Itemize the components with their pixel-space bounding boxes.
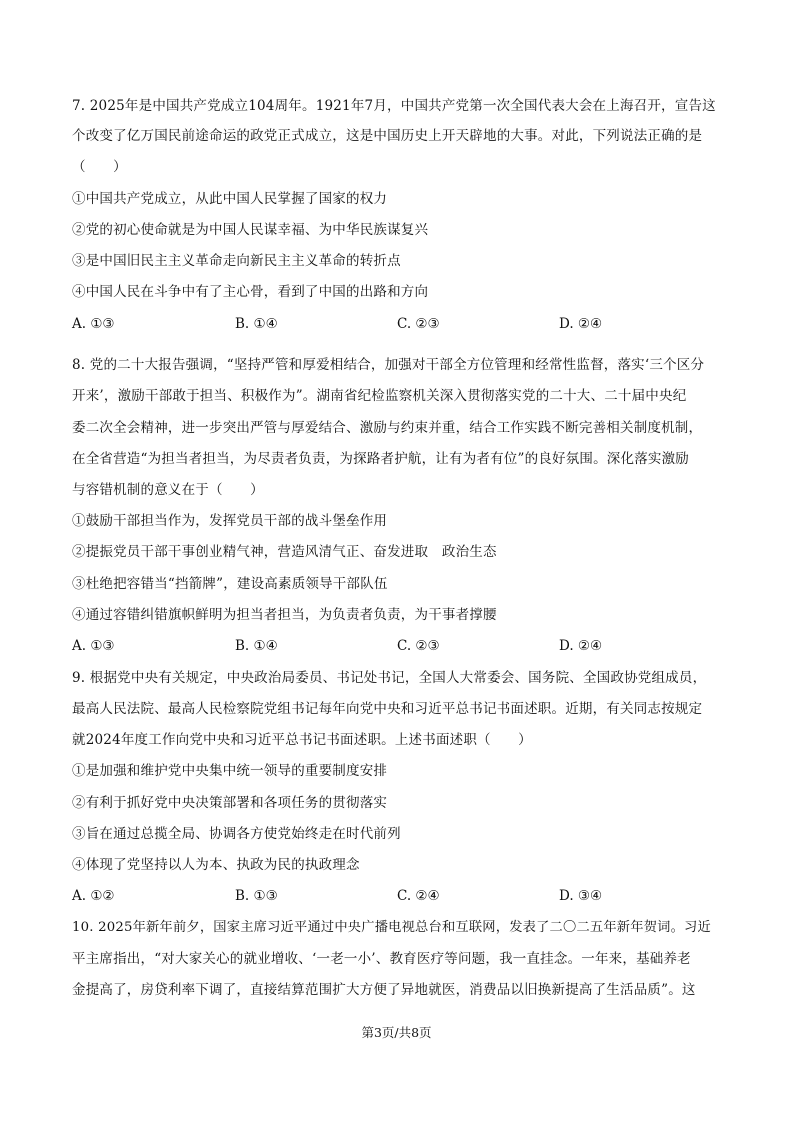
question-8-statement-4: ④通过容错纠错旗帜鲜明为担当者担当，为负责者负责，为干事者撑腰: [72, 607, 497, 623]
option-a: A. ①②: [72, 888, 115, 904]
question-9-stem-line-2: 最高人民法院、最高人民检察院党组书记每年向党中央和习近平总书记书面述职。近期，有关同志按规定: [72, 701, 703, 717]
question-8-stem-line-1: 8. 党的二十大报告强调，“坚持严管和厚爱相结合，加强对干部全方位管理和经常性监督，落实‘三个区分: [72, 357, 705, 373]
question-10-stem-line-2: 平主席指出，“对大家关心的就业增收、‘一老一小’、教育医疗等问题，我一直挂念。一年来，基础养老: [72, 951, 691, 967]
question-8-statement-1: ①鼓励干部担当作为，发挥党员干部的战斗堡垒作用: [72, 513, 388, 529]
question-8-stem-line-5: 与容错机制的意义在于（ ）: [72, 482, 264, 498]
option-d: D. ②④: [559, 316, 603, 332]
option-a: A. ①③: [72, 638, 115, 654]
page-footer: 第3页/共8页: [361, 1025, 432, 1040]
option-d: D. ③④: [559, 888, 603, 904]
question-9-stem-line-3: 就2024年度工作向党中央和习近平总书记书面述职。上述书面述职（ ）: [72, 732, 532, 748]
question-7-statement-3: ③是中国旧民主主义革命走向新民主主义革命的转折点: [72, 253, 401, 269]
question-9-statement-2: ②有利于抓好党中央决策部署和各项任务的贯彻落实: [72, 795, 388, 811]
option-a: A. ①③: [72, 316, 115, 332]
question-8-stem-line-3: 委二次全会精神，进一步突出严管与厚爱结合、激励与约束并重，结合工作实践不断完善相关制度机制，: [72, 420, 703, 436]
question-8-statement-3: ③杜绝把容错当“挡箭牌”，建设高素质领导干部队伍: [72, 576, 388, 592]
question-10-stem-line-3: 金提高了，房贷利率下调了，直接结算范围扩大方便了异地就医，消费品以旧换新提高了生活品质”。这: [72, 982, 696, 998]
option-b: B. ①③: [235, 888, 278, 904]
question-9-statement-3: ③旨在通过总揽全局、协调各方使党始终走在时代前列: [72, 826, 401, 842]
question-7-statement-2: ②党的初心使命就是为中国人民谋幸福、为中华民族谋复兴: [72, 222, 429, 238]
question-7-statement-1: ①中国共产党成立，从此中国人民掌握了国家的权力: [72, 191, 388, 207]
question-7-stem-line-1: 7. 2025年是中国共产党成立104周年。1921年7月，中国共产党第一次全国代表大会在上海召开，宣告这: [72, 98, 716, 114]
question-7-stem-line-3: （ ）: [72, 159, 127, 175]
question-9-statement-4: ④体现了党坚持以人为本、执政为民的执政理念: [72, 857, 360, 873]
question-9-statement-1: ①是加强和维护党中央集中统一领导的重要制度安排: [72, 763, 388, 779]
question-7-statement-4: ④中国人民在斗争中有了主心骨，看到了中国的出路和方向: [72, 284, 429, 300]
question-9-stem-line-1: 9. 根据党中央有关规定，中央政治局委员、书记处书记，全国人大常委会、国务院、全国政协党组成员，: [72, 670, 707, 686]
question-7-options: [72, 314, 722, 334]
option-d: D. ②④: [559, 638, 603, 654]
question-7-stem-line-2: 个改变了亿万国民前途命运的政党正式成立，这是中国历史上开天辟地的大事。对此，下列说法正确的是: [72, 128, 703, 144]
option-c: C. ②③: [397, 316, 440, 332]
question-8-statement-2: ②提振党员干部干事创业精气神，营造风清气正、奋发进取 政治生态: [72, 544, 497, 560]
option-c: C. ②③: [397, 638, 440, 654]
question-8-options: [72, 636, 722, 656]
question-9-options: [72, 886, 722, 906]
question-10-stem-line-1: 10. 2025年新年前夕，国家主席习近平通过中央广播电视总台和互联网，发表了二〇二五年新年贺词。习近: [72, 920, 711, 935]
option-c: C. ②④: [397, 888, 440, 904]
option-b: B. ①④: [235, 638, 278, 654]
question-8-stem-line-4: 在全省营造“为担当者担当，为尽责者负责，为探路者护航，让有为者有位”的良好氛围。深化落实激励: [72, 451, 690, 467]
option-b: B. ①④: [235, 316, 278, 332]
question-8-stem-line-2: 开来’，激励干部敢于担当、积极作为”。湖南省纪检监察机关深入贯彻落实党的二十大、二十届中央纪: [72, 388, 687, 404]
